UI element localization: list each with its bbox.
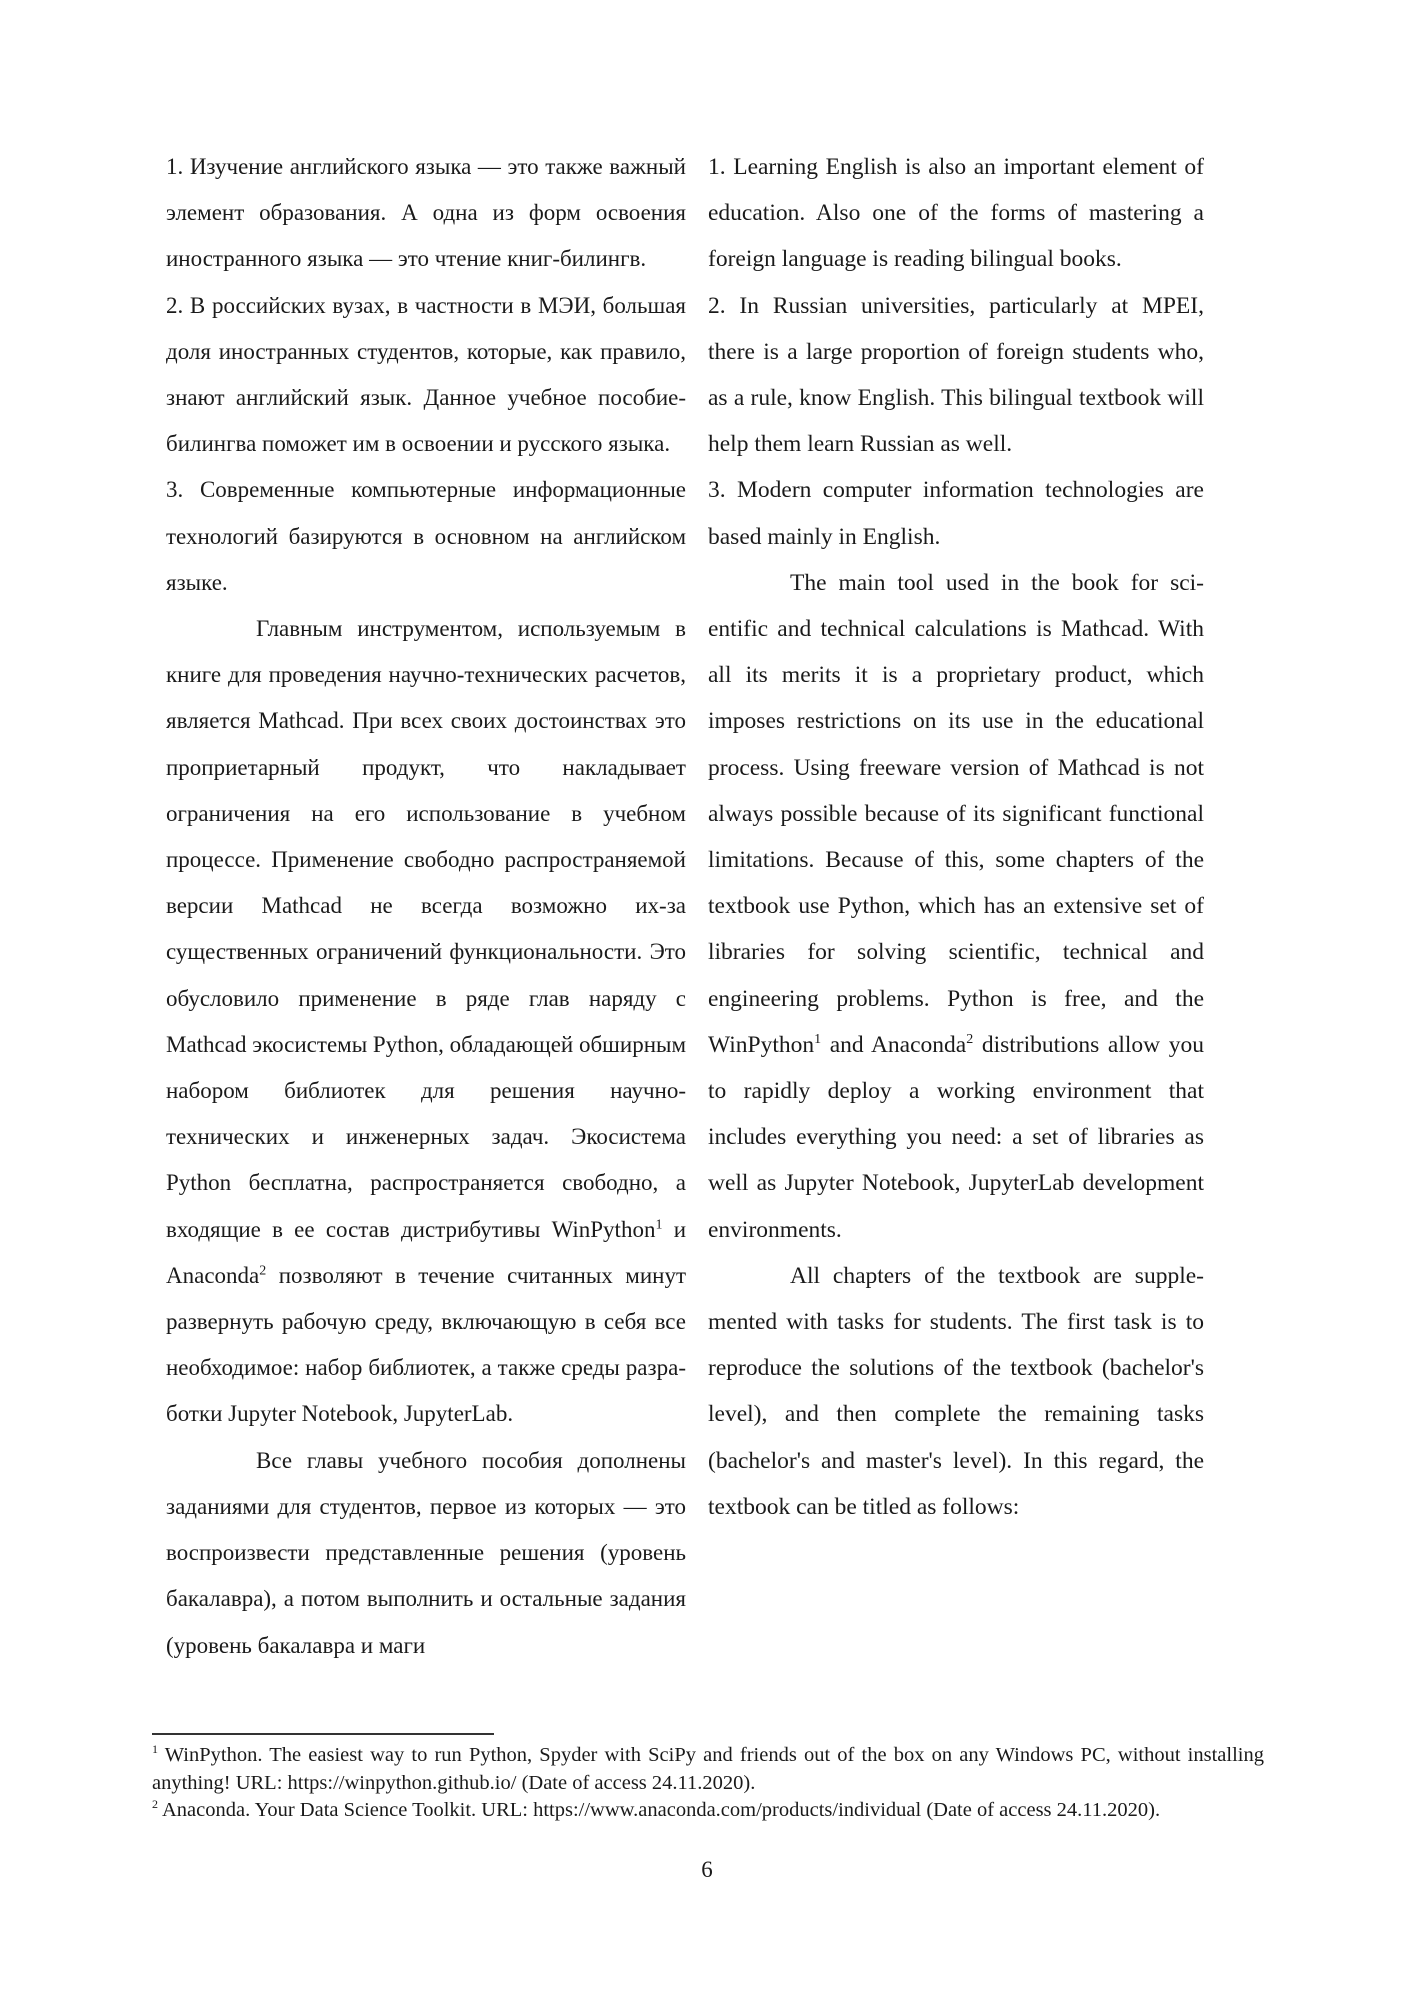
- footnotes: [152, 1742, 1264, 1825]
- ru-paragraph-5: Все главы учебного пособия дополнены заданиями для студентов, первое из которых — это воспроизвести представленные решения (уровень бакалавра), а потом выполнить и остальные задания (уровень бакалавра и маги: [166, 1447, 686, 1658]
- en-paragraph-4-part-a: The main tool used in the book for scientific and technical calculations is Mathcad. With all its merits it is a proprietary product, which imposes restrictions on its use in the educational process. Using freeware version of Mathcad is not always possible because of its significant functional limitations. Because of this, some chapters of the textbook use Python, which has an extensive set of libraries for solving scientific, technical and engineering problems. Python is free, and the WinPython: [708, 569, 1204, 1058]
- footnote-ref-2: 2: [259, 1263, 267, 1279]
- ru-paragraph-3: 3. Современные компьютерные информационные технологий базируются в основном на английском языке.: [166, 477, 686, 595]
- en-paragraph-1: 1. Learning English is also an important element of education. Also one of the forms of mastering a foreign language is reading bilingual books.: [708, 154, 1204, 273]
- footnote-2-mark: 2: [152, 1797, 158, 1812]
- ru-paragraph-4: [166, 606, 686, 1438]
- en-paragraph-4-part-c: distributions allow you to rapidly deploy a working environment that includes everything you need: a set of libraries as well as Jupyter Notebook, JupyterLab development environments.: [708, 1031, 1204, 1243]
- en-paragraph-2: 2. In Russian universities, particularly at MPEI, there is a large proportion of foreign students who, as a rule, know English. This bilingual textbook will help them learn Russian as well.: [708, 292, 1204, 458]
- footnote-ref-1: 1: [814, 1032, 822, 1048]
- footnote-divider: [152, 1733, 494, 1735]
- ru-paragraph-4-part-a: Главным инструментом, используемым в книге для проведения научно-технических расчетов, является Mathcad. При всех своих достоинствах это проприетарный продукт, что накладывает ограничения на его использование в учебном процессе. Применение свободно распространяемой версии Mathcad не всегда возможно их-за существенных ограничений функциональности. Это обусловило применение в ряде глав наряду с Mathcad экосистемы Python, обладающей обширным набором библиотек для решения научно-технических и инженерных задач. Экосистема Python бесплатна, распространяется свободно, а входящие в ее состав дистрибутивы WinPython: [166, 616, 687, 1242]
- footnote-ref-1: 1: [655, 1217, 663, 1233]
- en-paragraph-4-part-b: and Anaconda: [821, 1031, 967, 1058]
- ru-paragraph-4-part-b: и Anaconda: [166, 1216, 687, 1288]
- en-paragraph-4: [708, 560, 1204, 1253]
- russian-column: [166, 144, 686, 1669]
- footnote-2: [152, 1797, 1264, 1825]
- footnote-2-text: Anaconda. Your Data Science Toolkit. URL: https://www.anaconda.com/products/individual (Date of access 24.11.2020).: [158, 1799, 1161, 1822]
- footnote-1-mark: 1: [152, 1742, 158, 1757]
- footnote-ref-2: 2: [966, 1032, 974, 1048]
- page-number: 6: [701, 1857, 713, 1882]
- en-paragraph-5: All chapters of the textbook are supplemented with tasks for students. The first task is to reproduce the solutions of the textbook (bachelor's level), and then complete the remaining tasks (bachelor's and master's level). In this regard, the textbook can be titled as follows:: [708, 1262, 1204, 1520]
- english-column: [708, 144, 1204, 1530]
- footnote-1-text: WinPython. The easiest way to run Python, Spyder with SciPy and friends out of the box on any Windows PC, without installing anything! URL: https://winpython.github.io/ (Date of access 24.11.2020).: [152, 1744, 1264, 1794]
- en-paragraph-3: 3. Modern computer information technologies are based mainly in English.: [708, 477, 1204, 550]
- footnote-1: [152, 1742, 1264, 1797]
- ru-paragraph-1: 1. Изучение английского языка — это также важный элемент образования. А одна из форм освоения иностранного языка — это чтение книг-билингв.: [166, 154, 686, 272]
- ru-paragraph-4-part-c: позволяют в течение считанных минут развернуть рабочую среду, включающую в себя все необходимое: набор библиотек, а также среды разработки Jupyter Notebook, JupyterLab.: [166, 1262, 686, 1427]
- ru-paragraph-2: 2. В российских вузах, в частности в МЭИ, большая доля иностранных студентов, которые, как правило, знают английский язык. Данное учебное пособие-билингва поможет им в освоении и русского языка.: [166, 292, 686, 457]
